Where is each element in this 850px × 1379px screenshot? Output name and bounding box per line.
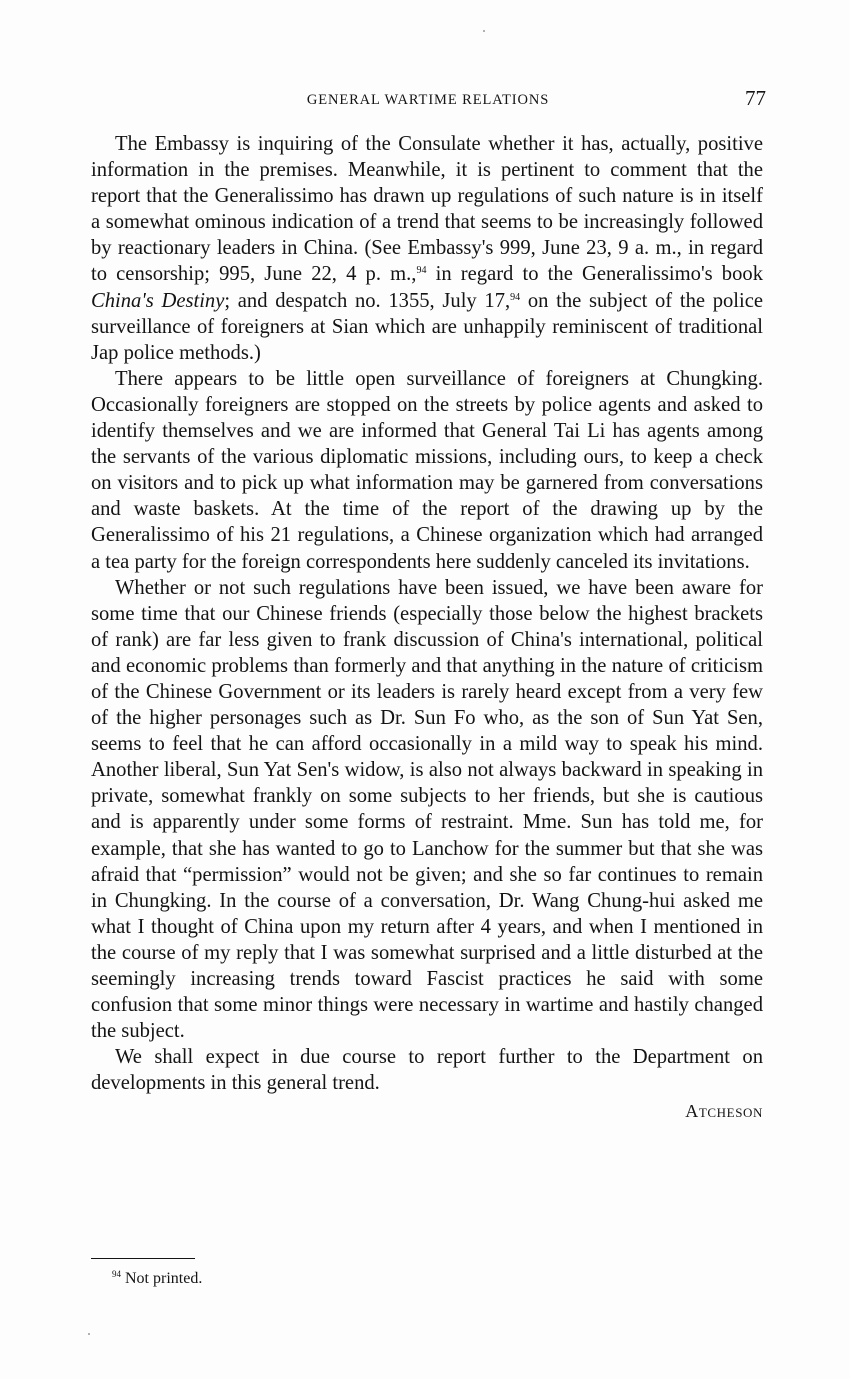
signature: Atcheson <box>685 1101 763 1122</box>
paragraph-text: in regard to the Generalissimo's book <box>426 263 763 286</box>
running-title: GENERAL WARTIME RELATIONS <box>306 92 550 108</box>
footnote <box>112 1270 202 1288</box>
footnote-text: Not printed. <box>125 1270 203 1287</box>
paragraph-text: ; and despatch no. 1355, July 17, <box>224 289 511 312</box>
running-head <box>90 86 766 114</box>
paragraph-3: Whether or not such regulations have been issued, we have been aware for some time that our Chinese friends (especially those below the highest brackets of rank) are far less given to frank discussion of China's international, political and economic problems than formerly and that anything in the nature of criticism of the Chinese Government or its leaders is rarely heard except from a very few of the higher personages such as Dr. Sun Fo who, as the son of Sun Yat Sen, seems to feel that he can afford occasionally in a mild way to speak his mind. Another liberal, Sun Yat Sen's widow, is also not always backward in speaking in private, somewhat frankly on some subjects to her friends, but she is cautious and is apparently under some forms of restraint. Mme. Sun has told me, for example, that she has wanted to go to Lanchow for the summer but that she was afraid that “permission” would not be given; and she so far continues to remain in Chungking. In the course of a conversation, Dr. Wang Chung-hui asked me what I thought of China upon my return after 4 years, and when I mentioned in the course of my reply that I was somewhat surprised and a little disturbed at the seemingly increasing trends toward Fascist practices he said with some confusion that some minor things were necessary in wartime and hastily changed the subject. <box>91 576 763 1043</box>
body-text <box>91 131 763 1124</box>
book-title: China's Destiny <box>91 289 225 312</box>
paragraph-4: We shall expect in due course to report further to the Department on developments in this general trend. <box>91 1046 763 1095</box>
page-number: 77 <box>745 86 766 110</box>
paragraph-1 <box>91 131 763 366</box>
paragraph-text: on the subject of the police surveillance of foreigners at Sian which are unhappily reminiscent of traditional Jap police methods.) <box>91 289 764 364</box>
footnote-ref: 94 <box>510 291 521 303</box>
footnote-divider <box>91 1258 195 1259</box>
paragraph-2: There appears to be little open surveillance of foreigners at Chungking. Occasionally foreigners are stopped on the streets by police agents and asked to identify themselves and we are informed that General Tai Li has agents among the servants of the various diplomatic missions, including ours, to keep a check on visitors and to pick up what information may be garnered from conversations and waste baskets. At the time of the report of the drawing up by the Generalissimo of his 21 regulations, a Chinese organization which had arranged a tea party for the foreign correspondents here suddenly canceled its invitations. <box>91 367 763 573</box>
paragraph-text: The Embassy is inquiring of the Consulate whether it has, actually, positive information in the premises. Meanwhile, it is pertinent to comment that the report that the Generalissimo has drawn up regulations of such nature is in itself a somewhat ominous indication of a trend that seems to be increasingly followed by reactionary leaders in China. (See Embassy's 999, June 23, 9 a. m., in regard to censorship; 995, June 22, 4 p. m., <box>91 133 763 286</box>
footnote-marker: 94 <box>112 1269 121 1279</box>
scan-speck <box>88 1333 90 1335</box>
footnote-ref: 94 <box>416 265 427 277</box>
scan-speck <box>483 30 485 32</box>
